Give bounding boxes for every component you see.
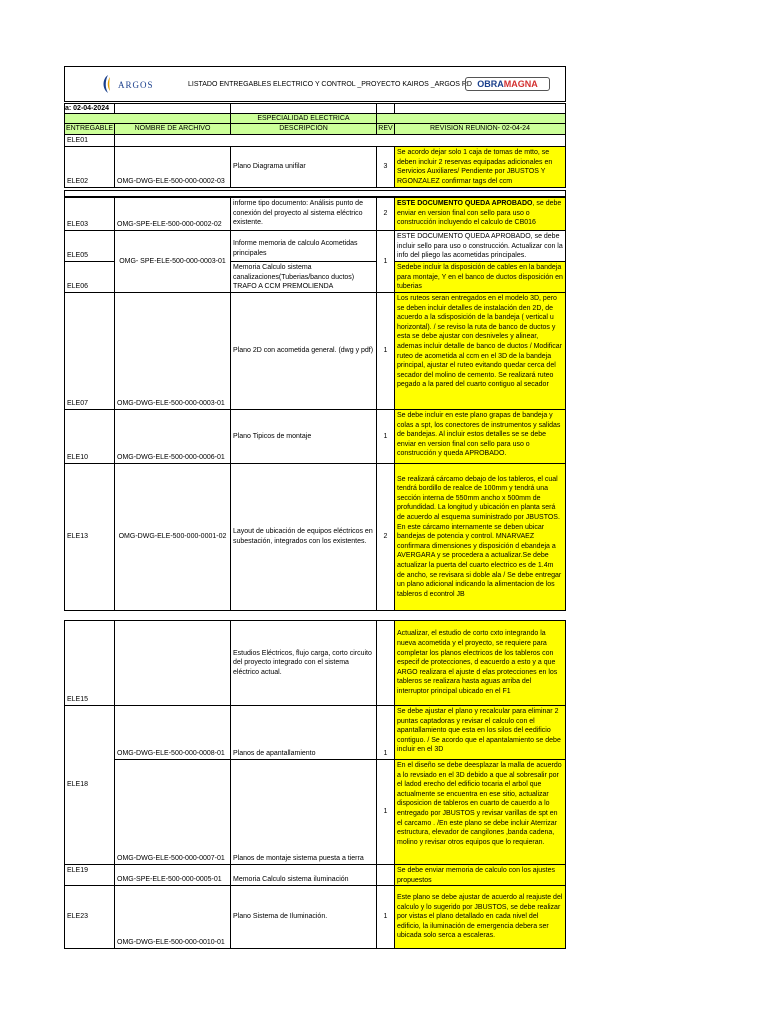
table-row-ele18b-desc: [230, 759, 377, 865]
table-row-ele05-rev: [376, 230, 395, 293]
table-row-ele03-rev: [376, 197, 395, 231]
description-text: Estudios Eléctricos, flujo carga, corto circuito del proyecto integrado con el sistema eléctrico actual.: [233, 649, 372, 676]
table-row-ele05-file: [114, 230, 231, 293]
description-text: Plano Tipicos de montaje: [233, 432, 312, 440]
table-row-ele03-code: [64, 197, 115, 231]
table-row-ele02-desc: [230, 146, 377, 188]
obramagna-logo: [465, 77, 550, 91]
column-header-text: ENTREGABLE: [65, 125, 114, 133]
table-row-ele13-note: [394, 463, 566, 611]
rev-number: 1: [383, 432, 388, 440]
table-row-ele13-code: [64, 463, 115, 611]
description-text: Plano Sistema de Iluminación.: [233, 913, 328, 921]
table-row-ele18b-note: [394, 759, 566, 865]
table-row-ele03-desc: [230, 197, 377, 231]
entregable-code: ELE07: [67, 400, 89, 408]
revision-note: , se debe enviar en version final con sello para uso o construcción incluyendo el calculo de CB016: [397, 200, 562, 227]
entregable-code: ELE13: [67, 533, 89, 541]
table-row-ele10-code: [64, 409, 115, 464]
table-row-ele19-file: [114, 864, 231, 886]
table-row-ele15-note: [394, 620, 566, 706]
table-row-ele10-desc: [230, 409, 377, 464]
file-name: OMG- SPE-ELE-500-000-0003-01: [119, 257, 226, 265]
file-name: OMG-SPE-ELE-500-000-0002-02: [117, 221, 222, 229]
revision-note: Actualizar, el estudio de corto cxto integrando la nueva acometida y el proyecto, se requiere para completar los planos electricos de los tableros con especif de protecciones, d eacuerdo a esto y a que ARGO realizara el ajuste d elas protecciones en los tableros se realizara hasta aguas arriba del interruptor principal ubicado en el F1: [397, 630, 558, 695]
table-row-ele07-desc: [230, 292, 377, 410]
file-name: OMG-DWG-ELE-500-000-0002-03: [117, 178, 225, 186]
table-row-ele05-code: [64, 230, 115, 262]
column-header-text: DESCRIPCIÓN: [279, 125, 328, 133]
description-text: Memoria Calculo sistema iluminación: [233, 876, 349, 884]
table-row-ele18b-file: [114, 759, 231, 865]
description-text: Plano 2D con acometida general. (dwg y pdf): [233, 347, 374, 355]
column-header-text: NOMBRE DE ARCHIVO: [134, 125, 211, 133]
table-row-ele15-file: [114, 620, 231, 706]
description-text: Informe memoria de calculo Acometidas principales: [233, 240, 358, 257]
table-row-ele23-rev: [376, 885, 395, 949]
rev-number: 1: [383, 808, 388, 816]
revision-note: En el diseño se debe deesplazar la malla de acuerdo a lo revsiado en el 3D debido a que al sobresalir por el ladod erecho del edificio tocaria el arbol que actualmente se encuentra en ese sitio, actualizar disposicion de tableros en cuarto de cauerdo a lo entregado por JBUSTOS y revisar varillas de spt en el carcamo . /En este plano se debe incluir Aterrizar estructura, elevador de cangilones ,banda cadena, molino y revisar otros equipos que lo requieran.: [397, 762, 562, 846]
description-text: Memoria Calculo sistema canalizaciones(Tuberias/banco ductos) TRAFO A CCM PREMOLIENDA: [233, 264, 355, 291]
argos-logo-text: ARGOS: [118, 80, 154, 90]
entregable-code: ELE10: [67, 454, 89, 462]
gap-band-1: [64, 190, 566, 197]
document-title: LISTADO ENTREGABLES ELECTRICO Y CONTROL _PROYECTO KAIROS _ARGOS RD: [188, 81, 472, 88]
revision-note: Se debe ajustar el plano y recalcular para eliminar 2 puntas captadoras y revisar el calculo con el apantallamiento que esta en los silos del eedificio contiguo. / Se acordo que el apantalamiento se debe incluir en el 3D: [397, 708, 561, 754]
entregable-code: ELE03: [67, 221, 89, 229]
revision-note: Se debe incluir en este plano grapas de bandeja y colas a spt, los conectores de instrumentos y salidas de bandejas. Al incluir estos detalles se se debe enviar en version final con sello para uso o construcción y queda APROBADO.: [397, 412, 561, 458]
table-row-ele06-code: [64, 261, 115, 293]
entregable-code: ELE15: [67, 696, 89, 704]
table-row-ele23-note: [394, 885, 566, 949]
rev-number: 1: [383, 347, 388, 355]
table-row-ele13-rev: [376, 463, 395, 611]
table-row-ele23-file: [114, 885, 231, 949]
table-row-ele15-rev: [376, 620, 395, 706]
file-name: OMG-SPE-ELE-500-000-0005-01: [117, 876, 222, 884]
argos-logo: [98, 72, 158, 96]
revision-note: Se debe enviar memoria de calculo con los ajustes propuestos: [397, 867, 555, 884]
file-name: OMG-DWG-ELE-500-000-0001-02: [118, 533, 227, 541]
table-row-ele02-file: [114, 146, 231, 188]
table-row-ele07-file: [114, 292, 231, 410]
entregable-code: ELE02: [67, 178, 89, 186]
obramagna-logo-right: MAGNA: [503, 79, 538, 89]
table-row-ele18a-note: [394, 705, 566, 760]
file-name: OMG-DWG-ELE-500-000-0006-01: [117, 454, 225, 462]
revision-note: Se acordo dejar solo 1 caja de tomas de mtto, se deben incluir 2 reservas equipadas adicionales en Servicios Auxiliares/ Pendiente por JBUSTOS Y RGONZALEZ confirmar tags del ccm: [397, 149, 553, 185]
table-row-ele13-file: [114, 463, 231, 611]
table-row-ele19-code: [64, 864, 115, 886]
entregable-code: ELE05: [67, 252, 89, 260]
table-row-ele07-note: [394, 292, 566, 410]
table-row-ele19-desc: [230, 864, 377, 886]
table-row-ele10-note: [394, 409, 566, 464]
table-row-ele18b-rev: [376, 759, 395, 865]
column-header-text: REVISION REUNION- 02-04-24: [430, 125, 530, 133]
table-row-ele23-desc: [230, 885, 377, 949]
table-row-ele19-note: [394, 864, 566, 886]
table-row-ele07-rev: [376, 292, 395, 410]
rev-number: 1: [383, 913, 388, 921]
table-row-ele05-note: [394, 230, 566, 262]
entregable-code: ELE19: [67, 867, 89, 874]
table-row-ele02-note: [394, 146, 566, 188]
table-row-ele18a-file: [114, 705, 231, 760]
table-row-ele06-desc: [230, 261, 377, 293]
table-row-ele13-desc: [230, 463, 377, 611]
table-row-ele05-desc: [230, 230, 377, 262]
table-row-ele18a-rev: [376, 705, 395, 760]
rev-number: 2: [383, 210, 388, 218]
revision-note: Los ruteos seran entregados en el modelo 3D, pero se deben incluir detalles de instalación den 2D, de acuerdo a la sdisposición de la bandeja ( vertical u horizontal). / se reviso la ruta de banco de ductos y esta se debe ajustar con desniveles y alinear, ademas incluir detalle de banco de ductos / Modificar ruteo de acometida al ccm en el 3D de la bandeja principal, ajustar el ruteo evitando quedar cerca del secador del molino de cemento. Se realizará ruteo pegado a la pared del cuarto contiguo al secador: [397, 295, 562, 389]
revision-note: ESTE DOCUMENTO QUEDA APROBADO, se debe incluir sello para uso o construcción. Actualizar con la info del pliego las acometidas principales.: [397, 233, 563, 260]
table-row-ele07-code: [64, 292, 115, 410]
rev-number: 1: [383, 750, 388, 758]
file-name: OMG-DWG-ELE-500-000-0008-01: [117, 750, 225, 758]
column-header-text: REV: [378, 125, 393, 133]
revision-note: Este plano se debe ajustar de acuerdo al reajuste del calculo y lo sugerido por JBUSTOS, se debe realizar por vistas el plano detallado en cada nivel del edificio, la iluminación de emergencia debera ser ubicada solo serca a escaleras.: [397, 894, 563, 940]
table-row-ele10-file: [114, 409, 231, 464]
rev-number: 2: [383, 533, 388, 541]
entregable-code: ELE18: [67, 781, 89, 789]
description-text: Plano Diagrama unifilar: [233, 163, 306, 171]
table-row-ele19-rev: [376, 864, 395, 886]
description-text: Planos de apantallamiento: [233, 750, 316, 758]
revision-note: Sedebe incluir la disposición de cables en la bandeja para montaje, Y en el banco de ductos disposición en tuberias: [397, 264, 563, 291]
description-text: Planos de montaje sistema puesta a tierra: [233, 855, 364, 863]
date-text: a: 02-04-2024: [65, 105, 109, 112]
file-name: OMG-DWG-ELE-500-000-0003-01: [117, 400, 225, 408]
revision-note: Se realizará cárcamo debajo de los tableros, el cual tendrá bordillo de realce de 100mm y tendrá una sección interna de 550mm ancho x 500mm de profundidad. La longitud y ubicación en planta será de acuerdo al esquema suministrado por JBUSTOS. En este cárcamo internamente se deben ubicar bandejas de potencia y control. MNARVAEZ confirmara dimensiones y disposición d ebandeja a AVERGARA y se procedera a actualizar.Se debe actualizar la puerta del cuarto electrico es de 1.4m de ancho, se revisara si doble ala / Se debe entregar un plano adicional indicando la alimentacion de los tableros d econtrol JB: [397, 475, 562, 598]
table-row-ele02-rev: [376, 146, 395, 188]
table-row-ele18-code: [64, 705, 115, 865]
table-row-ele23-code: [64, 885, 115, 949]
table-row-ele06-note: [394, 261, 566, 293]
revision-note-approved: ESTE DOCUMENTO QUEDA APROBADO: [397, 200, 533, 207]
table-row-ele02-code: [64, 146, 115, 188]
description-text: informe tipo documento: Análisis punto de conexión del proyecto al sistema eléctrico existente.: [233, 200, 363, 227]
entregable-code: ELE23: [67, 913, 89, 921]
file-name: OMG-DWG-ELE-500-000-0010-01: [117, 939, 225, 947]
table-row-ele15-code: [64, 620, 115, 706]
table-row-ele03-file: [114, 197, 231, 231]
file-name: OMG-DWG-ELE-500-000-0007-01: [117, 855, 225, 863]
description-text: Layout de ubicación de equipos eléctricos en subestación, integrados con los existentes.: [233, 528, 373, 545]
rev-number: 1: [383, 257, 388, 265]
entregable-code: ELE01: [67, 136, 89, 144]
entregable-code: ELE06: [67, 283, 89, 291]
table-row-ele10-rev: [376, 409, 395, 464]
table-row-ele15-desc: [230, 620, 377, 706]
table-row-ele03-note: [394, 197, 566, 231]
table-row-ele18a-desc: [230, 705, 377, 760]
rev-number: 3: [383, 163, 388, 171]
obramagna-logo-left: OBRA: [477, 79, 504, 89]
section-title-text: ESPECIALIDAD ELECTRICA: [257, 114, 350, 122]
